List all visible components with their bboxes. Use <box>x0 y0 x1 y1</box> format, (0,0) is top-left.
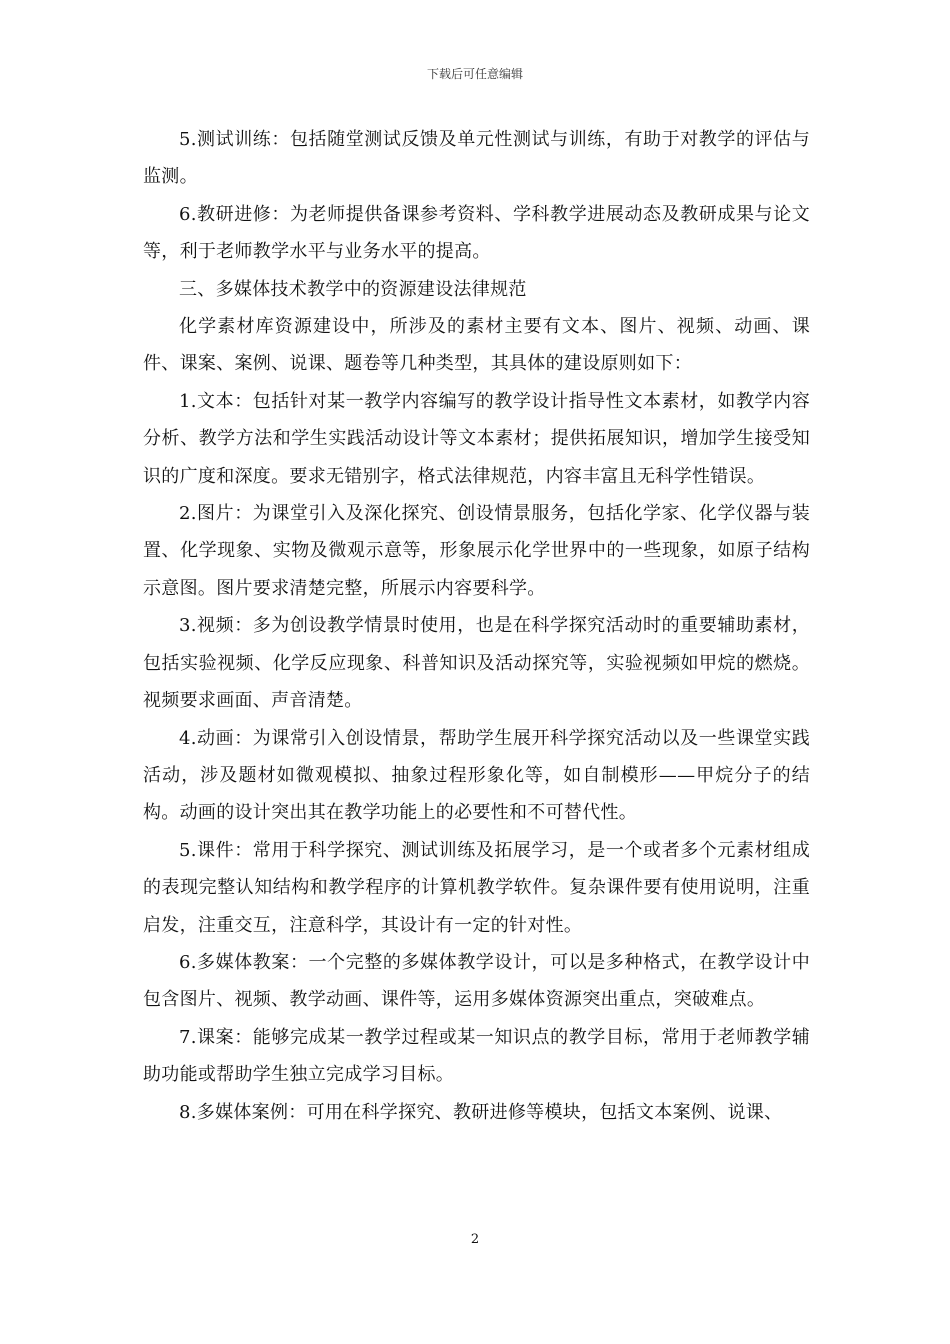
paragraph-lesson-case: 7.课案：能够完成某一教学过程或某一知识点的教学目标，常用于老师教学辅助功能或帮助学生独立完成学习目标。 <box>143 1026 810 1086</box>
paragraph-images: 2.图片：为课堂引入及深化探究、创设情景服务，包括化学家、化学仪器与装置、化学现象、实物及微观示意等，形象展示化学世界中的一些现象，如原子结构示意图。图片要求清楚完整，所展示内容要科学。 <box>143 503 810 599</box>
section-heading-legal-norms: 三、多媒体技术教学中的资源建设法律规范 <box>179 278 527 300</box>
paragraph-resource-intro: 化学素材库资源建设中，所涉及的素材主要有文本、图片、视频、动画、课件、课案、案例、说课、题卷等几种类型，其具体的建设原则如下： <box>143 316 810 375</box>
page-header: 下载后可任意编辑 <box>426 67 523 81</box>
paragraph-animation: 4.动画：为课常引入创设情景，帮助学生展开科学探究活动以及一些课堂实践活动，涉及题材如微观模拟、抽象过程形象化等，如自制模形——甲烷分子的结构。动画的设计突出其在教学功能上的必要性和不可替代性。 <box>143 727 810 824</box>
page-number: 2 <box>470 1232 480 1247</box>
paragraph-courseware: 5.课件：常用于科学探究、测试训练及拓展学习，是一个或者多个元素材组成的表现完整认知结构和教学程序的计算机教学软件。复杂课件要有使用说明，注重启发，注重交互，注意科学，其设计有一定的针对性。 <box>143 839 810 936</box>
document-body <box>143 121 810 1131</box>
paragraph-video: 3.视频：多为创设教学情景时使用，也是在科学探究活动时的重要辅助素材，包括实验视频、化学反应现象、科普知识及活动探究等，实验视频如甲烷的燃烧。视频要求画面、声音清楚。 <box>143 615 810 712</box>
paragraph-text-material: 1.文本：包括针对某一教学内容编写的教学设计指导性文本素材，如教学内容分析、教学方法和学生实践活动设计等文本素材；提供拓展知识，增加学生接受知识的广度和深度。要求无错别字，格式法律规范，内容丰富且无科学性错误。 <box>143 390 810 487</box>
paragraph-test-training: 5.测试训练：包括随堂测试反馈及单元性测试与训练，有助于对教学的评估与监测。 <box>143 129 810 188</box>
paragraph-teaching-research: 6.教研进修：为老师提供备课参考资料、学科教学进展动态及教研成果与论文等，利于老师教学水平与业务水平的提高。 <box>143 203 810 263</box>
paragraph-multimedia-lesson-plan: 6.多媒体教案：一个完整的多媒体教学设计，可以是多种格式，在教学设计中包含图片、视频、教学动画、课件等，运用多媒体资源突出重点，突破难点。 <box>143 951 810 1011</box>
paragraph-multimedia-case: 8.多媒体案例：可用在科学探究、教研进修等模块，包括文本案例、说课、 <box>179 1101 783 1123</box>
